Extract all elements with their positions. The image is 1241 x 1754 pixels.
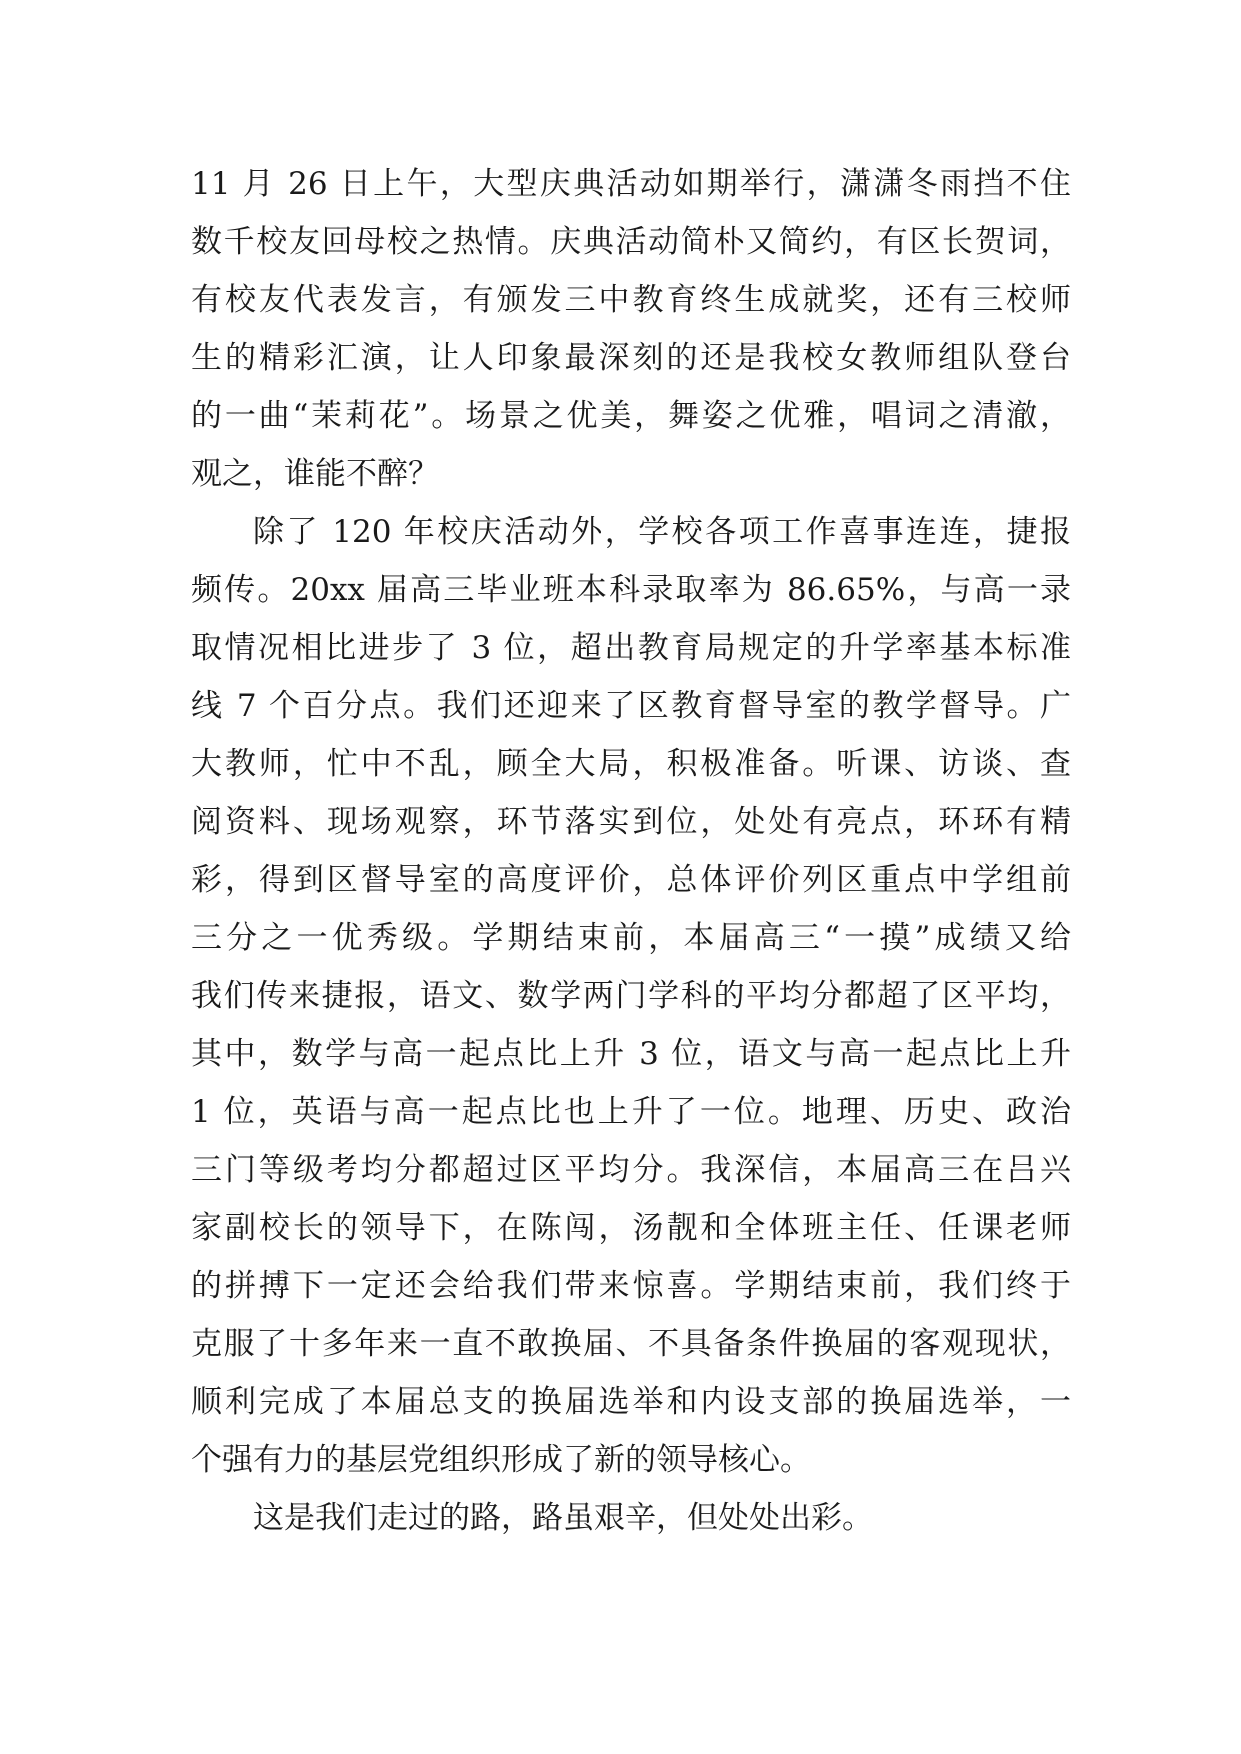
text-line: 其中，数学与高一起点比上升 3 位，语文与高一起点比上升 (191, 1036, 1071, 1072)
text-line: 的一曲“茉莉花”。场景之优美，舞姿之优雅，唱词之清澈， (191, 398, 1071, 434)
text-line: 频传。20xx 届高三毕业班本科录取率为 86.65%，与高一录 (191, 572, 1071, 608)
text-line: 三门等级考均分都超过区平均分。我深信，本届高三在吕兴 (191, 1152, 1071, 1188)
text-line: 有校友代表发言，有颁发三中教育终生成就奖，还有三校师 (191, 282, 1071, 318)
text-line: 1 位，英语与高一起点比也上升了一位。地理、历史、政治 (191, 1094, 1071, 1130)
text-line: 大教师，忙中不乱，顾全大局，积极准备。听课、访谈、查 (191, 746, 1071, 782)
text-line: 克服了十多年来一直不敢换届、不具备条件换届的客观现状， (191, 1326, 1071, 1362)
text-line: 阅资料、现场观察，环节落实到位，处处有亮点，环环有精 (191, 804, 1071, 840)
text-line: 11 月 26 日上午，大型庆典活动如期举行，潇潇冬雨挡不住 (191, 166, 1071, 202)
text-line: 我们传来捷报，语文、数学两门学科的平均分都超了区平均， (191, 978, 1071, 1014)
text-line: 三分之一优秀级。学期结束前，本届高三“一摸”成绩又给 (191, 920, 1071, 956)
text-line: 除了 120 年校庆活动外，学校各项工作喜事连连，捷报 (253, 514, 1071, 550)
text-line: 这是我们走过的路，路虽艰辛，但处处出彩。 (253, 1500, 873, 1536)
paragraph-1 (191, 155, 1071, 503)
text-line: 观之，谁能不醉？ (191, 456, 439, 492)
text-line: 顺利完成了本届总支的换届选举和内设支部的换届选举，一 (191, 1384, 1071, 1420)
document-body (191, 155, 1071, 1547)
text-line: 家副校长的领导下，在陈闯，汤靓和全体班主任、任课老师 (191, 1210, 1071, 1246)
text-line: 数千校友回母校之热情。庆典活动简朴又简约，有区长贺词， (191, 224, 1071, 260)
text-line: 生的精彩汇演，让人印象最深刻的还是我校女教师组队登台 (191, 340, 1071, 376)
text-line: 取情况相比进步了 3 位，超出教育局规定的升学率基本标准 (191, 630, 1071, 666)
paragraph-2 (191, 503, 1071, 1489)
text-line: 彩，得到区督导室的高度评价，总体评价列区重点中学组前 (191, 862, 1071, 898)
text-line: 的拼搏下一定还会给我们带来惊喜。学期结束前，我们终于 (191, 1268, 1071, 1304)
text-line: 线 7 个百分点。我们还迎来了区教育督导室的教学督导。广 (191, 688, 1071, 724)
paragraph-3 (191, 1489, 1071, 1547)
text-line: 个强有力的基层党组织形成了新的领导核心。 (191, 1442, 811, 1478)
